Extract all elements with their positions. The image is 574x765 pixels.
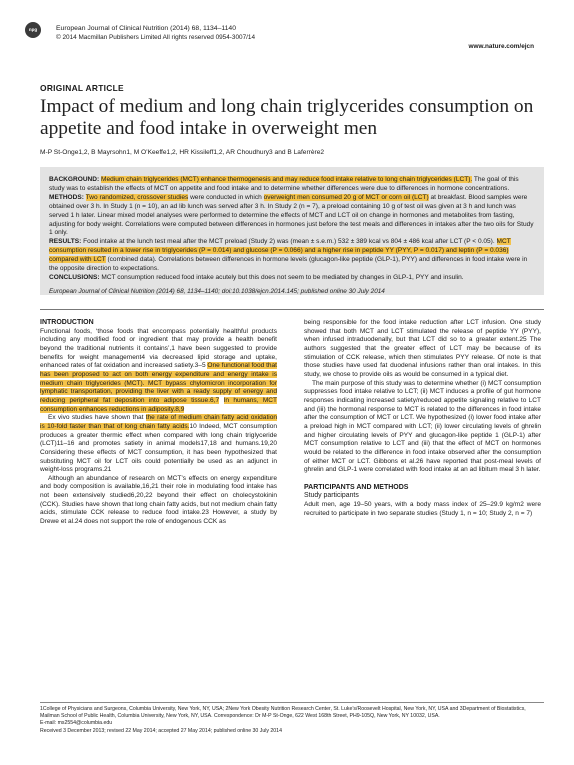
conclusions-text: MCT consumption reduced food intake acutely but this does not seem to be mediated by changes in GLP-1, PYY and insulin. bbox=[99, 273, 464, 281]
methods-heading: PARTICIPANTS AND METHODS bbox=[304, 483, 409, 491]
background-text: The goal of this study was to establish the effects of MCT on appetite and food intake and to determine whether differences were due to differences in hormone concentrations. bbox=[49, 176, 519, 192]
results-label: RESULTS: bbox=[49, 238, 82, 246]
intro-p1-text: Functional foods, ‘those foods that encompass potentially healthful products including any modified food or ingredient that may provide a health benefit beyond the traditional nutrients it contains’,1 have been suggested to provide benefits for weight management4 via decreased lipid storage and uptake, enhanced rates of fat oxidation and increased satiety.3–5 bbox=[40, 327, 277, 370]
methods-label: METHODS: bbox=[49, 193, 84, 201]
intro-p2-text-a: Ex vivo studies have shown that bbox=[48, 414, 146, 422]
intro-p2-highlight: the rate of medium chain fatty acid oxidation is 10-fold faster than that of long chain fatty acids. bbox=[40, 414, 277, 430]
conclusions-label: CONCLUSIONS: bbox=[49, 273, 100, 281]
copyright-line: © 2014 Macmillan Publishers Limited All rights reserved 0954-3007/14 bbox=[56, 34, 256, 41]
methods-highlight-1: Two randomized, crossover studies bbox=[85, 193, 189, 201]
results-highlight: MCT consumption resulted in a lower rise in triglycerides (P = 0.014) and glucose (P = 0.066) and a higher rise in peptide YY (PYY, P = 0.017) and leptin (P = 0.036) compared with LCT bbox=[49, 238, 511, 264]
right-paragraph-1: being responsible for the food intake reduction after LCT infusion. One study showed that both MCT and LCT stimulated the release of peptide YY (PYY), when infused intraduodenally, but that LCT did so to a greater extent.25 The authors suggested that the greater effect of LCT may be because of its stimulation of CCK release, which then stimulates PYY release. Of note is that those studies have used fat duodenal infusions rather than oral intakes. In this study, we chose to provide oils as would be consumed in a typical diet. bbox=[304, 319, 541, 378]
results-text: (combined data). Correlations between differences in hormone levels (glucagon-like peptide (GLP-1), PYY) and differences in food intake were in the opposite direction to expectations. bbox=[49, 256, 528, 273]
abstract-methods bbox=[49, 194, 536, 239]
journal-line: European Journal of Clinical Nutrition (2014) 68, 1134–1140 bbox=[56, 25, 236, 32]
npg-logo: npg bbox=[25, 22, 41, 38]
author-list: M-P St-Onge1,2, B Mayrsohn1, M O’Keeffe1,2, HR Kissileff1,2, AR Choudhury3 and B Laferrère2 bbox=[40, 149, 325, 156]
methods-text: at breakfast. Blood samples were obtained over 3 h. In Study 1 (n = 10), an ad lib lunch was served after 3 h. In Study 2 (n = 7), a preload containing 10 g of test oil was given at 3 h and lunch was served 1 h later. Linear mixed model analyses were performed to determine the effects of MCT and LCT oil on change in hormones and metabolites from fasting, adjusting for body weight. Correlations were computed between differences in hormones just before the test meals and differences in intakes after the two oils for Study 1 only. bbox=[49, 193, 534, 237]
intro-p1-gap bbox=[219, 397, 223, 404]
affiliations: 1College of Physicians and Surgeons, Columbia University, New York, NY, USA; 2New York Obesity Nutrition Research Center, St. Luke’s/Roosevelt Hospital, New York, NY, USA and 3Department of Biostatistics, Mailman School of Public Health, Columbia University, New York, NY, USA. Correspondence: Dr M-P St-Onge, 622 West 168th Street, PH9-105Q, New York, NY 10032, USA. bbox=[40, 706, 526, 720]
background-label: BACKGROUND: bbox=[49, 176, 100, 183]
results-text-pre: Food intake at the lunch test meal after the MCT preload (Study 2) was (mean ± s.e.m.) 532 ± 389 kcal vs 804 ± 486 kcal after LCT (P < 0.05). bbox=[81, 238, 497, 246]
intro-p2-text-b: 10 Indeed, MCT consumption produces a greater thermic effect when compared with long chain triglyceride (LCT)11–16 and promotes satiety in animal models17,18 and humans.19,20 Considering these effects of MCT consumption, it has been hypothesized that substituting MCT oil for LCT oils could potentially be used as an adjunct in weight-loss programs.21 bbox=[40, 422, 277, 474]
intro-paragraph-2 bbox=[40, 414, 277, 475]
abstract-box bbox=[40, 167, 544, 295]
introduction-heading: INTRODUCTION bbox=[40, 319, 94, 326]
background-highlight: Medium chain triglycerides (MCT) enhance thermogenesis and may reduce food intake relative to long chain triglycerides (LCT). bbox=[101, 176, 473, 183]
journal-url[interactable]: www.nature.com/ejcn bbox=[468, 43, 534, 50]
right-paragraph-3: Adult men, age 19–50 years, with a body mass index of 25–29.9 kg/m2 were recruited to participate in two separate studies (Study 1, n = 10; Study 2, n = 7) bbox=[304, 501, 541, 517]
right-column bbox=[304, 319, 541, 518]
abstract-conclusions bbox=[49, 274, 536, 283]
right-paragraph-2: The main purpose of this study was to determine whether (i) MCT consumption suppresses food intake relative to LCT; (ii) MCT induces a profile of gut hormone responses indicating increased satiety/reduced appetite signaling relative to LCT and (iii) the hormonal response to MCT is related to the differences in food intake after the consumption of MCT or LCT. We hypothesized (i) lower food intake after a preload high in MCT compared with LCT; (ii) lower circulating levels of ghrelin and higher circulating levels of PYY and glucagon-like peptide 1 (GLP-1) after MCT consumption relative to LCT and (iii) that the effect of MCT on hormones would be related to the difference in food intake observed after the consumption of either MCT or LCT. Gibbons et al.26 have reported that post-meal levels of ghrelin and GLP-1 were correlated with food intake at an ad libitum meal 3 h later. bbox=[304, 379, 541, 474]
journal-header bbox=[56, 24, 255, 42]
article-type: ORIGINAL ARTICLE bbox=[40, 83, 124, 93]
footnote bbox=[40, 706, 544, 735]
intro-p1-highlight-1: One functional food that has been proposed to act on both energy expenditure and energy intake is medium chain triglycerides (MCT). MCT bypass chylomicron incorporation for lymphatic transportation, providing the liver with a ready supply of energy and reducing peripheral fat deposition into adipose tissue.6,7 bbox=[40, 362, 277, 404]
left-column bbox=[40, 319, 277, 527]
intro-p1-highlight-2: In humans, MCT consumption enhances reductions in adiposity.8,9 bbox=[40, 396, 277, 413]
footnote-divider bbox=[40, 702, 544, 703]
abstract-results bbox=[49, 238, 536, 274]
abstract-background bbox=[49, 176, 536, 194]
intro-paragraph-1 bbox=[40, 328, 277, 415]
received-dates: Received 3 December 2013; revised 22 May 2014; accepted 27 May 2014; published online 30 July 2014 bbox=[40, 727, 282, 734]
intro-paragraph-3: Although an abundance of research on MCT’s effects on energy expenditure and body composition is available,16,21 their role in modulating food intake has not been extensively studied6,20,22 beyond their effect on cholecystokinin (CCK). Studies have shown that long chain fatty acids, but not medium chain fatty acids, stimulate CCK release to reduce food intake.23 However, a study by Drewe et al.24 does not support the role of endogenous CCK as bbox=[40, 474, 277, 526]
study-participants-subheading: Study participants bbox=[304, 492, 359, 500]
section-divider bbox=[40, 309, 544, 310]
citation-line: European Journal of Clinical Nutrition (2014) 68, 1134–1140; doi:10.1038/ejcn.2014.145; published online 30 July 2014 bbox=[49, 288, 385, 295]
correspondence-email[interactable]: E-mail: ms2554@columbia.edu bbox=[40, 720, 113, 727]
methods-highlight-2: overweight men consumed 20 g of MCT or corn oil (LCT) bbox=[263, 193, 429, 201]
article-title: Impact of medium and long chain triglycerides consumption on appetite and food intake in overweight men bbox=[40, 96, 534, 139]
methods-text-mid: were conducted in which bbox=[188, 193, 264, 201]
